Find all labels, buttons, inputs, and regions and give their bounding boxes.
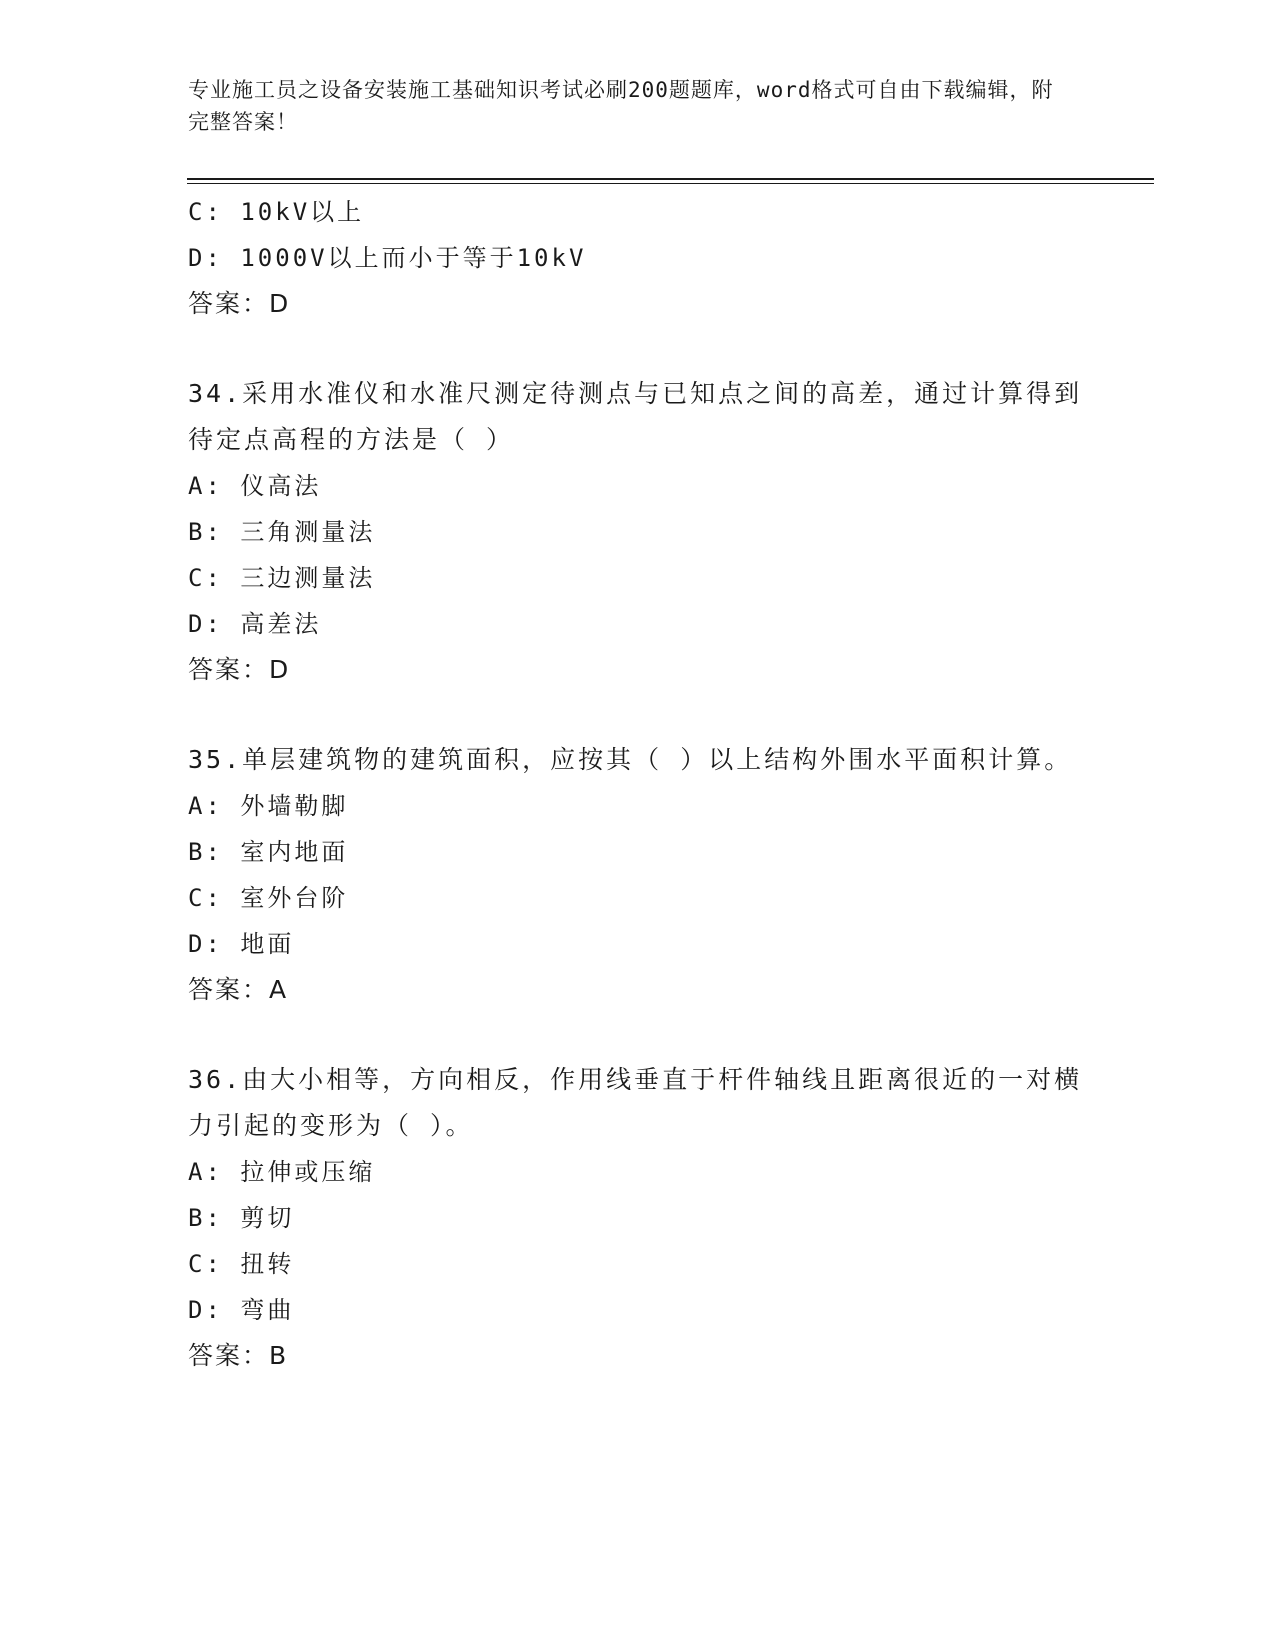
- question-list: [188, 189, 1088, 1379]
- option-c: C: 扭转: [188, 1250, 295, 1278]
- question-36: [188, 1057, 1088, 1379]
- answer-line: 答案：A: [188, 975, 289, 1004]
- spacer: [188, 327, 1088, 371]
- spacer: [188, 693, 1088, 737]
- question-text: 35.单层建筑物的建筑面积，应按其（ ）以上结构外围水平面积计算。: [188, 745, 1073, 774]
- option-c: C: 室外台阶: [188, 884, 349, 912]
- option-d: D: 高差法: [188, 610, 322, 638]
- document-header: 专业施工员之设备安装施工基础知识考试必刷200题题库，word格式可自由下载编辑，附完整答案！: [188, 78, 1054, 134]
- option-d: D: 地面: [188, 930, 295, 958]
- question-34: [188, 371, 1088, 693]
- option-a: A: 外墙勒脚: [188, 792, 349, 820]
- header-divider-thin: [187, 183, 1154, 184]
- answer-line: 答案：D: [188, 289, 291, 318]
- option-b: B: 剪切: [188, 1204, 295, 1232]
- previous-question-fragment: [188, 189, 1088, 327]
- option-d: D: 弯曲: [188, 1296, 295, 1324]
- option-c: C: 三边测量法: [188, 564, 376, 592]
- answer-line: 答案：B: [188, 1341, 289, 1370]
- question-text: 36.由大小相等，方向相反，作用线垂直于杆件轴线且距离很近的一对横力引起的变形为（ ）。: [188, 1065, 1083, 1140]
- option-c: C: 10kV以上: [188, 198, 365, 226]
- option-b: B: 三角测量法: [188, 518, 376, 546]
- question-text: 34.采用水准仪和水准尺测定待测点与已知点之间的高差，通过计算得到待定点高程的方法是（ ）: [188, 379, 1083, 454]
- spacer: [188, 1013, 1088, 1057]
- header-divider-thick: [187, 178, 1154, 180]
- question-35: [188, 737, 1088, 1013]
- option-b: B: 室内地面: [188, 838, 349, 866]
- answer-line: 答案：D: [188, 655, 291, 684]
- option-a: A: 仪高法: [188, 472, 322, 500]
- option-a: A: 拉伸或压缩: [188, 1158, 376, 1186]
- option-d: D: 1000V以上而小于等于10kV: [188, 244, 587, 272]
